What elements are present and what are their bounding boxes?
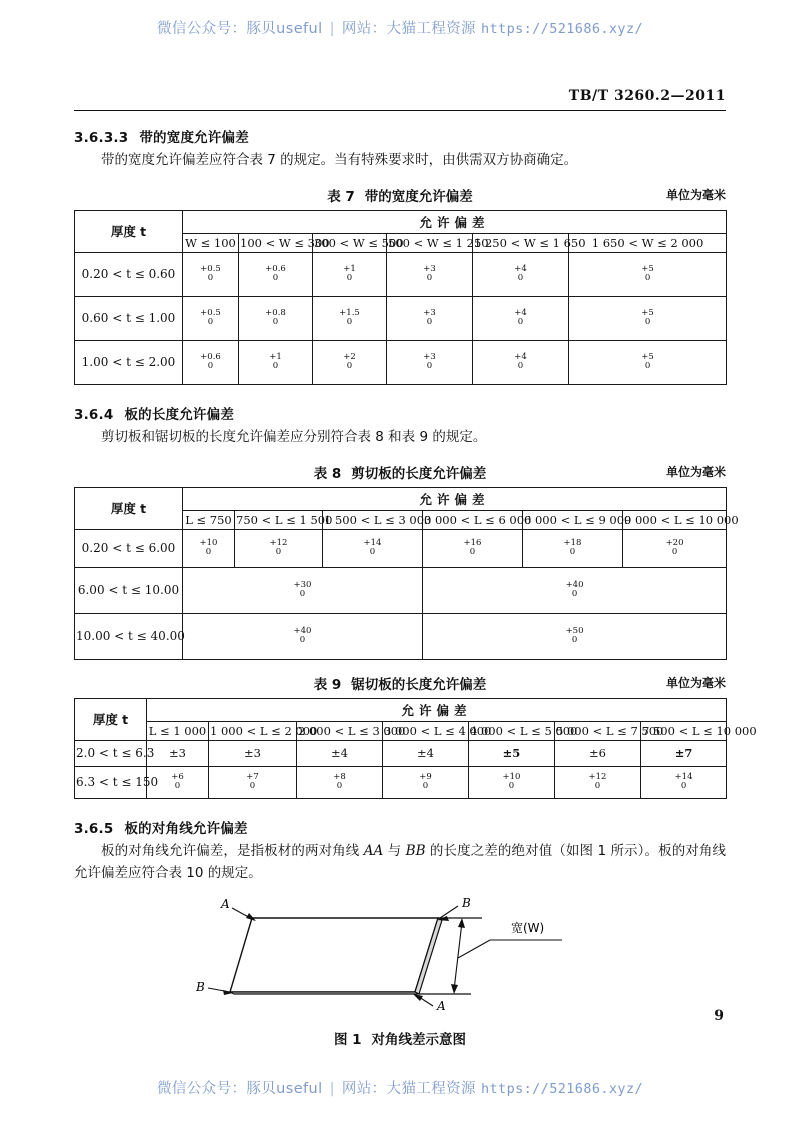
- table-8-caption: [74, 462, 726, 482]
- figure-1-caption: [74, 1028, 726, 1048]
- table-9-cell-0-0: ±3: [147, 740, 209, 766]
- table-7-cell-0-3: +3 0: [387, 252, 473, 296]
- clause-3-6-3-3-heading: [74, 126, 726, 146]
- table-7-cell-1-4: +4 0: [473, 296, 569, 340]
- table-9-cell-1-6: +14 0: [641, 766, 727, 798]
- plate-bottom-edge: [230, 992, 419, 994]
- table-7-block: [74, 185, 726, 385]
- watermark-url: https://521686.xyz/: [480, 21, 644, 37]
- clause-3-6-4-title: 板的长度允许偏差: [124, 406, 235, 423]
- header-rule: [74, 110, 726, 111]
- table-9-unit: 单位为毫米: [665, 675, 726, 690]
- table-8-cell-1-merged-0: +30 0: [183, 567, 423, 613]
- figure-1-block: [74, 896, 726, 1048]
- table-8-caption-row: [74, 462, 726, 483]
- table-row: [75, 529, 727, 567]
- table-row: [75, 698, 727, 721]
- arrow-a-bottom: [413, 994, 423, 1001]
- watermark-bottom: [0, 1077, 800, 1098]
- plate-shape: [230, 918, 438, 992]
- table-8-range-4: 6 000 < L ≤ 9 000: [523, 510, 623, 529]
- table-row: [75, 210, 727, 233]
- clause-3-6-5-heading: [74, 817, 726, 837]
- table-7-row-1-thickness: 0.60 < t ≤ 1.00: [75, 296, 183, 340]
- table-9-thickness-header: 厚度 t: [75, 698, 147, 740]
- table-7-range-5: 1 650 < W ≤ 2 000: [569, 233, 727, 252]
- table-8-group-header: 允许偏差: [183, 487, 727, 510]
- table-8-cell-2-merged-1: +50 0: [423, 613, 727, 659]
- table-9-block: [74, 673, 757, 799]
- table-row: [75, 740, 727, 766]
- table-row: [75, 340, 727, 384]
- table-7-cell-0-0: +0.5 0: [183, 252, 239, 296]
- table-7-range-3: 500 < W ≤ 1 250: [387, 233, 473, 252]
- table-9-row-1-thickness: 6.3 < t ≤ 150: [75, 766, 147, 798]
- table-9-cell-1-4: +10 0: [469, 766, 555, 798]
- table-9-cell-0-5: ±6: [555, 740, 641, 766]
- table-row: [75, 613, 727, 659]
- table-7-row-0-thickness: 0.20 < t ≤ 0.60: [75, 252, 183, 296]
- table-7-label: 表 7: [327, 188, 355, 205]
- table-row: [75, 721, 727, 740]
- watermark-wechat-bottom: 微信公众号：豚贝useful: [156, 1081, 323, 1097]
- table-8-row-1-thickness: 6.00 < t ≤ 10.00: [75, 567, 183, 613]
- table-7-cell-2-3: +3 0: [387, 340, 473, 384]
- table-9-cell-1-5: +12 0: [555, 766, 641, 798]
- table-7-cell-0-2: +1 0: [313, 252, 387, 296]
- table-7: [74, 210, 727, 385]
- table-8-cell-0-3: +16 0: [423, 529, 523, 567]
- figure-1-label: 图 1: [333, 1032, 362, 1049]
- table-7-cell-0-1: +0.6 0: [239, 252, 313, 296]
- table-8-title: 剪切板的长度允许偏差: [351, 465, 487, 482]
- figure-label-top-right: B: [462, 896, 471, 911]
- table-7-cell-1-0: +0.5 0: [183, 296, 239, 340]
- clause-3-6-3-3-number: 3.6.3.3: [74, 130, 129, 146]
- watermark-separator: |: [329, 21, 335, 37]
- table-8-cell-2-merged-0: +40 0: [183, 613, 423, 659]
- table-8-cell-1-merged-1: +40 0: [423, 567, 727, 613]
- table-9-title: 锯切板的长度允许偏差: [351, 676, 487, 693]
- table-8-range-0: L ≤ 750: [183, 510, 235, 529]
- table-8-range-1: 750 < L ≤ 1 500: [235, 510, 323, 529]
- table-8-range-2: 1 500 < L ≤ 3 000: [323, 510, 423, 529]
- table-9-caption: [74, 673, 726, 693]
- clause-3-6-4-paragraph: 剪切板和锯切板的长度允许偏差应分别符合表 8 和表 9 的规定。: [101, 428, 487, 445]
- table-7-cell-1-1: +0.8 0: [239, 296, 313, 340]
- watermark-separator-bottom: |: [329, 1081, 335, 1097]
- table-7-range-1: 100 < W ≤ 300: [239, 233, 313, 252]
- table-7-range-4: 1 250 < W ≤ 1 650: [473, 233, 569, 252]
- table-7-cell-1-2: +1.5 0: [313, 296, 387, 340]
- table-9-cell-1-3: +9 0: [383, 766, 469, 798]
- table-9-cell-0-3: ±4: [383, 740, 469, 766]
- clause-3-6-5-title: 板的对角线允许偏差: [124, 820, 248, 837]
- clause-3-6-5-text-1: 板的对角线允许偏差，是指板材的两对角线: [101, 842, 364, 859]
- table-8-block: [74, 462, 739, 660]
- watermark-wechat: 微信公众号：豚贝useful: [156, 21, 323, 37]
- clause-3-6-5-text-3: 的长度之差的绝对值（如图 1 所示）。板的对角线允许偏差应符合表 10 的规定。: [74, 842, 727, 881]
- clause-3-6-5-number: 3.6.5: [74, 820, 114, 837]
- table-7-cell-2-4: +4 0: [473, 340, 569, 384]
- table-9-label: 表 9: [313, 676, 342, 693]
- table-7-range-2: 300 < W ≤ 500: [313, 233, 387, 252]
- clause-3-6-5-text-2: 与: [383, 842, 406, 859]
- table-7-cell-0-5: +5 0: [569, 252, 727, 296]
- table-9-cell-0-4: ±5: [469, 740, 555, 766]
- table-7-cell-0-4: +4 0: [473, 252, 569, 296]
- table-8-range-5: 9 000 < L ≤ 10 000: [623, 510, 727, 529]
- table-9-range-3: 3 000 < L ≤ 4 000: [383, 721, 469, 740]
- watermark-top: [0, 17, 800, 38]
- table-9-cell-0-2: ±4: [297, 740, 383, 766]
- dim-arrow-up: [458, 918, 465, 928]
- table-8-cell-0-0: +10 0: [183, 529, 235, 567]
- table-7-cell-2-2: +2 0: [313, 340, 387, 384]
- figure-label-width: 宽(W): [511, 921, 545, 936]
- table-8: [74, 487, 739, 660]
- width-leader-line: [458, 940, 490, 958]
- table-7-caption: [74, 185, 726, 205]
- table-7-cell-2-0: +0.6 0: [183, 340, 239, 384]
- table-8-unit: 单位为毫米: [665, 464, 726, 479]
- table-9-range-4: 4 000 < L ≤ 5 000: [469, 721, 555, 740]
- table-8-cell-0-2: +14 0: [323, 529, 423, 567]
- table-7-caption-row: [74, 185, 726, 206]
- table-8-range-3: 3 000 < L ≤ 6 000: [423, 510, 523, 529]
- leader-b-top: [440, 906, 458, 918]
- table-8-cell-0-5: +20 0: [623, 529, 727, 567]
- figure-1-diagram: [190, 896, 610, 1016]
- table-8-label: 表 8: [313, 465, 342, 482]
- diagonal-aa-label: AA: [363, 842, 384, 859]
- watermark-site: 网站：大猫工程资源: [341, 21, 476, 37]
- clause-3-6-4-number: 3.6.4: [74, 406, 114, 423]
- table-9-caption-row: [74, 673, 726, 694]
- clause-3-6-5-paragraph: [74, 841, 726, 885]
- table-7-range-0: W ≤ 100: [183, 233, 239, 252]
- table-9-range-5: 5 000 < L ≤ 7 500: [555, 721, 641, 740]
- table-9: [74, 698, 757, 799]
- figure-label-bottom-left: B: [196, 980, 205, 995]
- figure-1-title: 对角线差示意图: [371, 1032, 467, 1049]
- table-7-row-2-thickness: 1.00 < t ≤ 2.00: [75, 340, 183, 384]
- table-9-cell-1-1: +7 0: [209, 766, 297, 798]
- dim-arrow-down: [451, 984, 458, 994]
- standard-number-header: TB/T 3260.2—2011: [568, 88, 726, 104]
- table-9-range-0: L ≤ 1 000: [147, 721, 209, 740]
- diagonal-bb-label: BB: [405, 842, 426, 859]
- figure-label-bottom-right: A: [437, 999, 446, 1014]
- table-7-thickness-header: 厚度 t: [75, 210, 183, 252]
- table-7-cell-1-3: +3 0: [387, 296, 473, 340]
- table-row: [75, 487, 727, 510]
- table-9-cell-0-6: ±7: [641, 740, 727, 766]
- table-row: [75, 296, 727, 340]
- table-9-cell-1-2: +8 0: [297, 766, 383, 798]
- table-8-row-2-thickness: 10.00 < t ≤ 40.00: [75, 613, 183, 659]
- table-7-unit: 单位为毫米: [665, 187, 726, 202]
- watermark-url-bottom: https://521686.xyz/: [480, 1081, 644, 1097]
- table-row: [75, 567, 727, 613]
- table-9-cell-0-1: ±3: [209, 740, 297, 766]
- clause-3-6-3-3-paragraph: 带的宽度允许偏差应符合表 7 的规定。当有特殊要求时，由供需双方协商确定。: [101, 152, 578, 168]
- table-8-row-0-thickness: 0.20 < t ≤ 6.00: [75, 529, 183, 567]
- table-9-row-0-thickness: 2.0 < t ≤ 6.3: [75, 740, 147, 766]
- table-8-cell-0-4: +18 0: [523, 529, 623, 567]
- table-9-range-2: 2 000 < L ≤ 3 000: [297, 721, 383, 740]
- table-8-cell-0-1: +12 0: [235, 529, 323, 567]
- figure-label-top-left: A: [221, 897, 230, 912]
- table-row: [75, 766, 727, 798]
- table-9-range-6: 7 500 < L ≤ 10 000: [641, 721, 727, 740]
- page-number: 9: [714, 1008, 724, 1024]
- table-7-cell-1-5: +5 0: [569, 296, 727, 340]
- clause-3-6-3-3-title: 带的宽度允许偏差: [139, 130, 249, 146]
- table-7-title: 带的宽度允许偏差: [364, 188, 473, 205]
- table-7-cell-2-5: +5 0: [569, 340, 727, 384]
- watermark-site-bottom: 网站：大猫工程资源: [341, 1081, 476, 1097]
- document-body: [74, 126, 757, 1049]
- clause-3-6-4-heading: [74, 403, 726, 423]
- table-9-group-header: 允许偏差: [147, 698, 727, 721]
- table-7-cell-2-1: +1 0: [239, 340, 313, 384]
- table-7-group-header: 允许偏差: [183, 210, 727, 233]
- table-row: [75, 252, 727, 296]
- table-9-range-1: 1 000 < L ≤ 2 000: [209, 721, 297, 740]
- table-9-cell-1-0: +6 0: [147, 766, 209, 798]
- table-8-thickness-header: 厚度 t: [75, 487, 183, 529]
